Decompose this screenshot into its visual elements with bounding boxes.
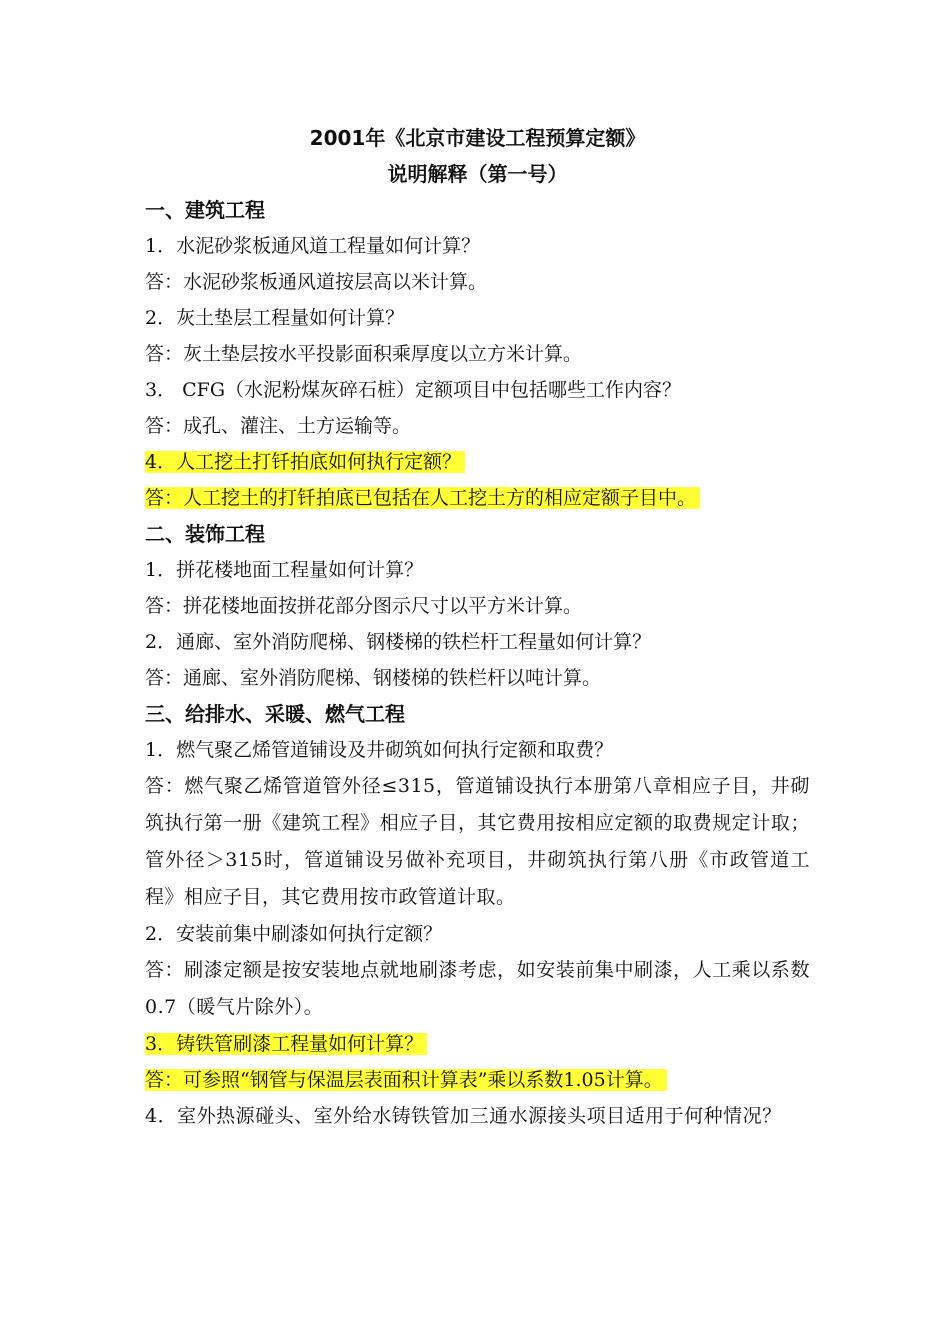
section-heading-decoration: 二、装饰工程 xyxy=(145,522,265,546)
document-title-line1: 2001年《北京市建设工程预算定额》 xyxy=(309,126,646,150)
question-1-4-highlighted xyxy=(145,444,810,480)
section-heading-plumbing: 三、给排水、采暖、燃气工程 xyxy=(145,702,405,726)
question-2-1: 1．拼花楼地面工程量如何计算？ xyxy=(145,559,424,581)
answer-2-2: 答：通廊、室外消防爬梯、钢楼梯的铁栏杆以吨计算。 xyxy=(145,667,602,689)
question-3-4: 4．室外热源碰头、室外给水铸铁管加三通水源接头项目适用于何种情况？ xyxy=(145,1105,782,1127)
document-title-line2: 说明解释（第一号） xyxy=(387,162,568,186)
question-3-1: 1．燃气聚乙烯管道铺设及井砌筑如何执行定额和取费？ xyxy=(145,739,614,761)
answer-1-2: 答：灰土垫层按水平投影面积乘厚度以立方米计算。 xyxy=(145,343,583,365)
question-2-2: 2．通廊、室外消防爬梯、钢楼梯的铁栏杆工程量如何计算？ xyxy=(145,631,652,653)
highlight: 4．人工挖土打钎拍底如何执行定额？ xyxy=(145,451,465,473)
question-3-2: 2．安装前集中刷漆如何执行定额？ xyxy=(145,923,443,945)
question-1-3: 3． CFG（水泥粉煤灰碎石桩）定额项目中包括哪些工作内容？ xyxy=(145,379,682,401)
highlight: 答：可参照“钢管与保温层表面积计算表”乘以系数1.05计算。 xyxy=(145,1069,667,1091)
highlight: 答：人工挖土的打钎拍底已包括在人工挖土方的相应定额子目中。 xyxy=(145,487,700,509)
answer-3-2: 答：刷漆定额是按安装地点就地刷漆考虑，如安装前集中刷漆，人工乘以系数0.7（暖气片除外）。 xyxy=(145,959,810,1018)
answer-2-1: 答：拼花楼地面按拼花部分图示尺寸以平方米计算。 xyxy=(145,595,583,617)
highlight: 3．铸铁管刷漆工程量如何计算？ xyxy=(145,1033,427,1055)
answer-3-3-highlighted xyxy=(145,1062,810,1098)
question-3-3-highlighted xyxy=(145,1026,810,1062)
answer-3-1: 答：燃气聚乙烯管道管外径≤315，管道铺设执行本册第八章相应子目，井砌筑执行第一册《建筑工程》相应子目，其它费用按相应定额的取费规定计取；管外径＞315时，管道铺设另做补充项目，井砌筑执行第八册《市政管道工程》相应子目，其它费用按市政管道计取。 xyxy=(145,775,810,908)
answer-1-1: 答：水泥砂浆板通风道按层高以米计算。 xyxy=(145,271,488,293)
answer-1-3: 答：成孔、灌注、土方运输等。 xyxy=(145,415,412,437)
answer-1-4-highlighted xyxy=(145,480,810,516)
question-1-2: 2．灰土垫层工程量如何计算？ xyxy=(145,307,405,329)
document-page xyxy=(145,120,810,1135)
question-1-1: 1．水泥砂浆板通风道工程量如何计算？ xyxy=(145,235,481,257)
section-heading-building: 一、建筑工程 xyxy=(145,198,265,222)
